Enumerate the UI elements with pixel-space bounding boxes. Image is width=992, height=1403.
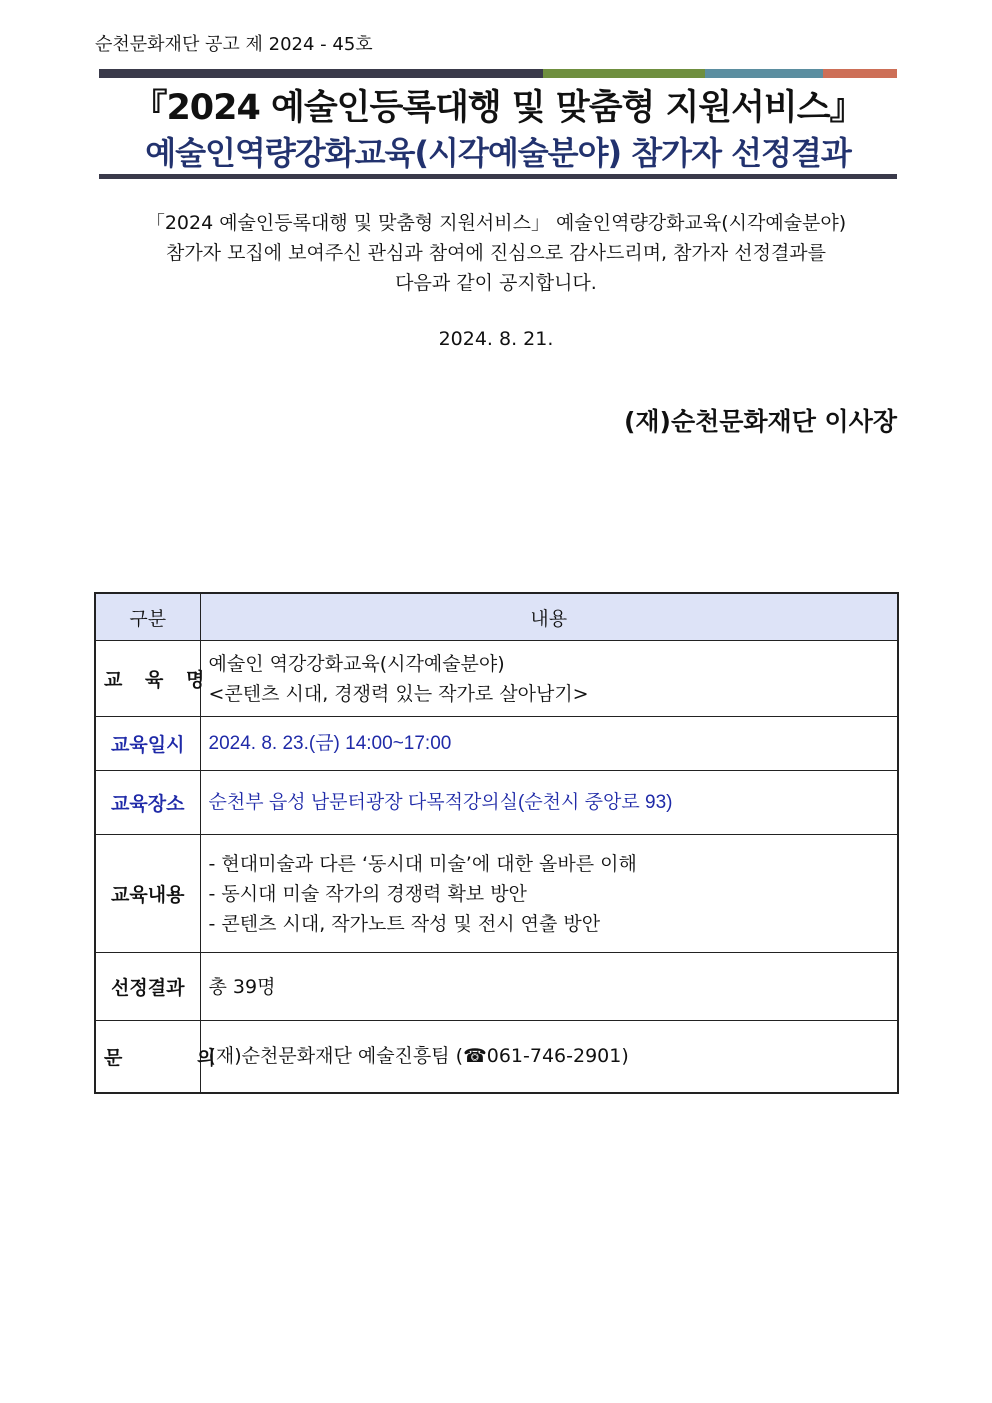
- row-label: 교육장소: [95, 771, 200, 835]
- signer: (재)순천문화재단 이사장: [623, 407, 897, 436]
- band-segment-green: [543, 69, 705, 78]
- row-label: 교육내용: [95, 835, 200, 953]
- band-segment-dark: [99, 69, 543, 78]
- title-line-1: 『2024 예술인등록대행 및 맞춤형 지원서비스』: [132, 88, 864, 128]
- table-row: [95, 641, 898, 717]
- info-table: [94, 592, 899, 1094]
- value-line: <콘텐츠 시대, 경쟁력 있는 작가로 살아남기>: [208, 682, 589, 705]
- table-header-row: [95, 593, 898, 641]
- table-row: [95, 1021, 898, 1093]
- row-value: [200, 771, 898, 835]
- value-line: - 동시대 미술 작가의 경쟁력 확보 방안: [208, 882, 527, 905]
- row-label: 선정결과: [95, 953, 200, 1021]
- header-label-cell: 구분: [95, 593, 200, 641]
- table-row: [95, 835, 898, 953]
- value-line: 2024. 8. 23.(금) 14:00~17:00: [208, 732, 452, 754]
- band-segment-teal: [705, 69, 823, 78]
- title-bottom-rule: [99, 174, 897, 179]
- value-line: 순천부 읍성 남문터광장 다목적강의실(순천시 중앙로 93): [208, 791, 673, 813]
- row-value: [200, 835, 898, 953]
- value-line: (재)순천문화재단 예술진흥팀 (☎061-746-2901): [208, 1045, 629, 1068]
- title-color-band: [99, 69, 897, 78]
- row-label: 문 의: [95, 1021, 200, 1093]
- title-line-2: 예술인역량강화교육(시각예술분야) 참가자 선정결과: [145, 134, 851, 172]
- header-content-cell: 내용: [200, 593, 898, 641]
- band-segment-orange: [823, 69, 897, 78]
- row-value: [200, 953, 898, 1021]
- intro-line: 다음과 같이 공지합니다.: [395, 272, 597, 294]
- intro-line: 참가자 모집에 보여주신 관심과 참여에 진심으로 감사드리며, 참가자 선정결과를: [165, 242, 827, 264]
- value-line: 예술인 역강강화교육(시각예술분야): [208, 652, 505, 675]
- row-value: [200, 641, 898, 717]
- value-line: - 콘텐츠 시대, 작가노트 작성 및 전시 연출 방안: [208, 912, 601, 935]
- row-value: [200, 1021, 898, 1093]
- table-row: [95, 771, 898, 835]
- value-line: 총 39명: [208, 975, 276, 998]
- intro-paragraph: [92, 208, 900, 298]
- intro-line: 「2024 예술인등록대행 및 맞춤형 지원서비스」 예술인역량강화교육(시각예술분야): [145, 212, 847, 234]
- row-value: [200, 717, 898, 771]
- row-label: 교육일시: [95, 717, 200, 771]
- row-label: 교 육 명: [95, 641, 200, 717]
- notice-date: 2024. 8. 21.: [438, 328, 554, 350]
- value-line: - 현대미술과 다른 ‘동시대 미술’에 대한 올바른 이해: [208, 852, 637, 875]
- table-row: [95, 717, 898, 771]
- document-number: 순천문화재단 공고 제 2024 - 45호: [95, 34, 373, 55]
- table-row: [95, 953, 898, 1021]
